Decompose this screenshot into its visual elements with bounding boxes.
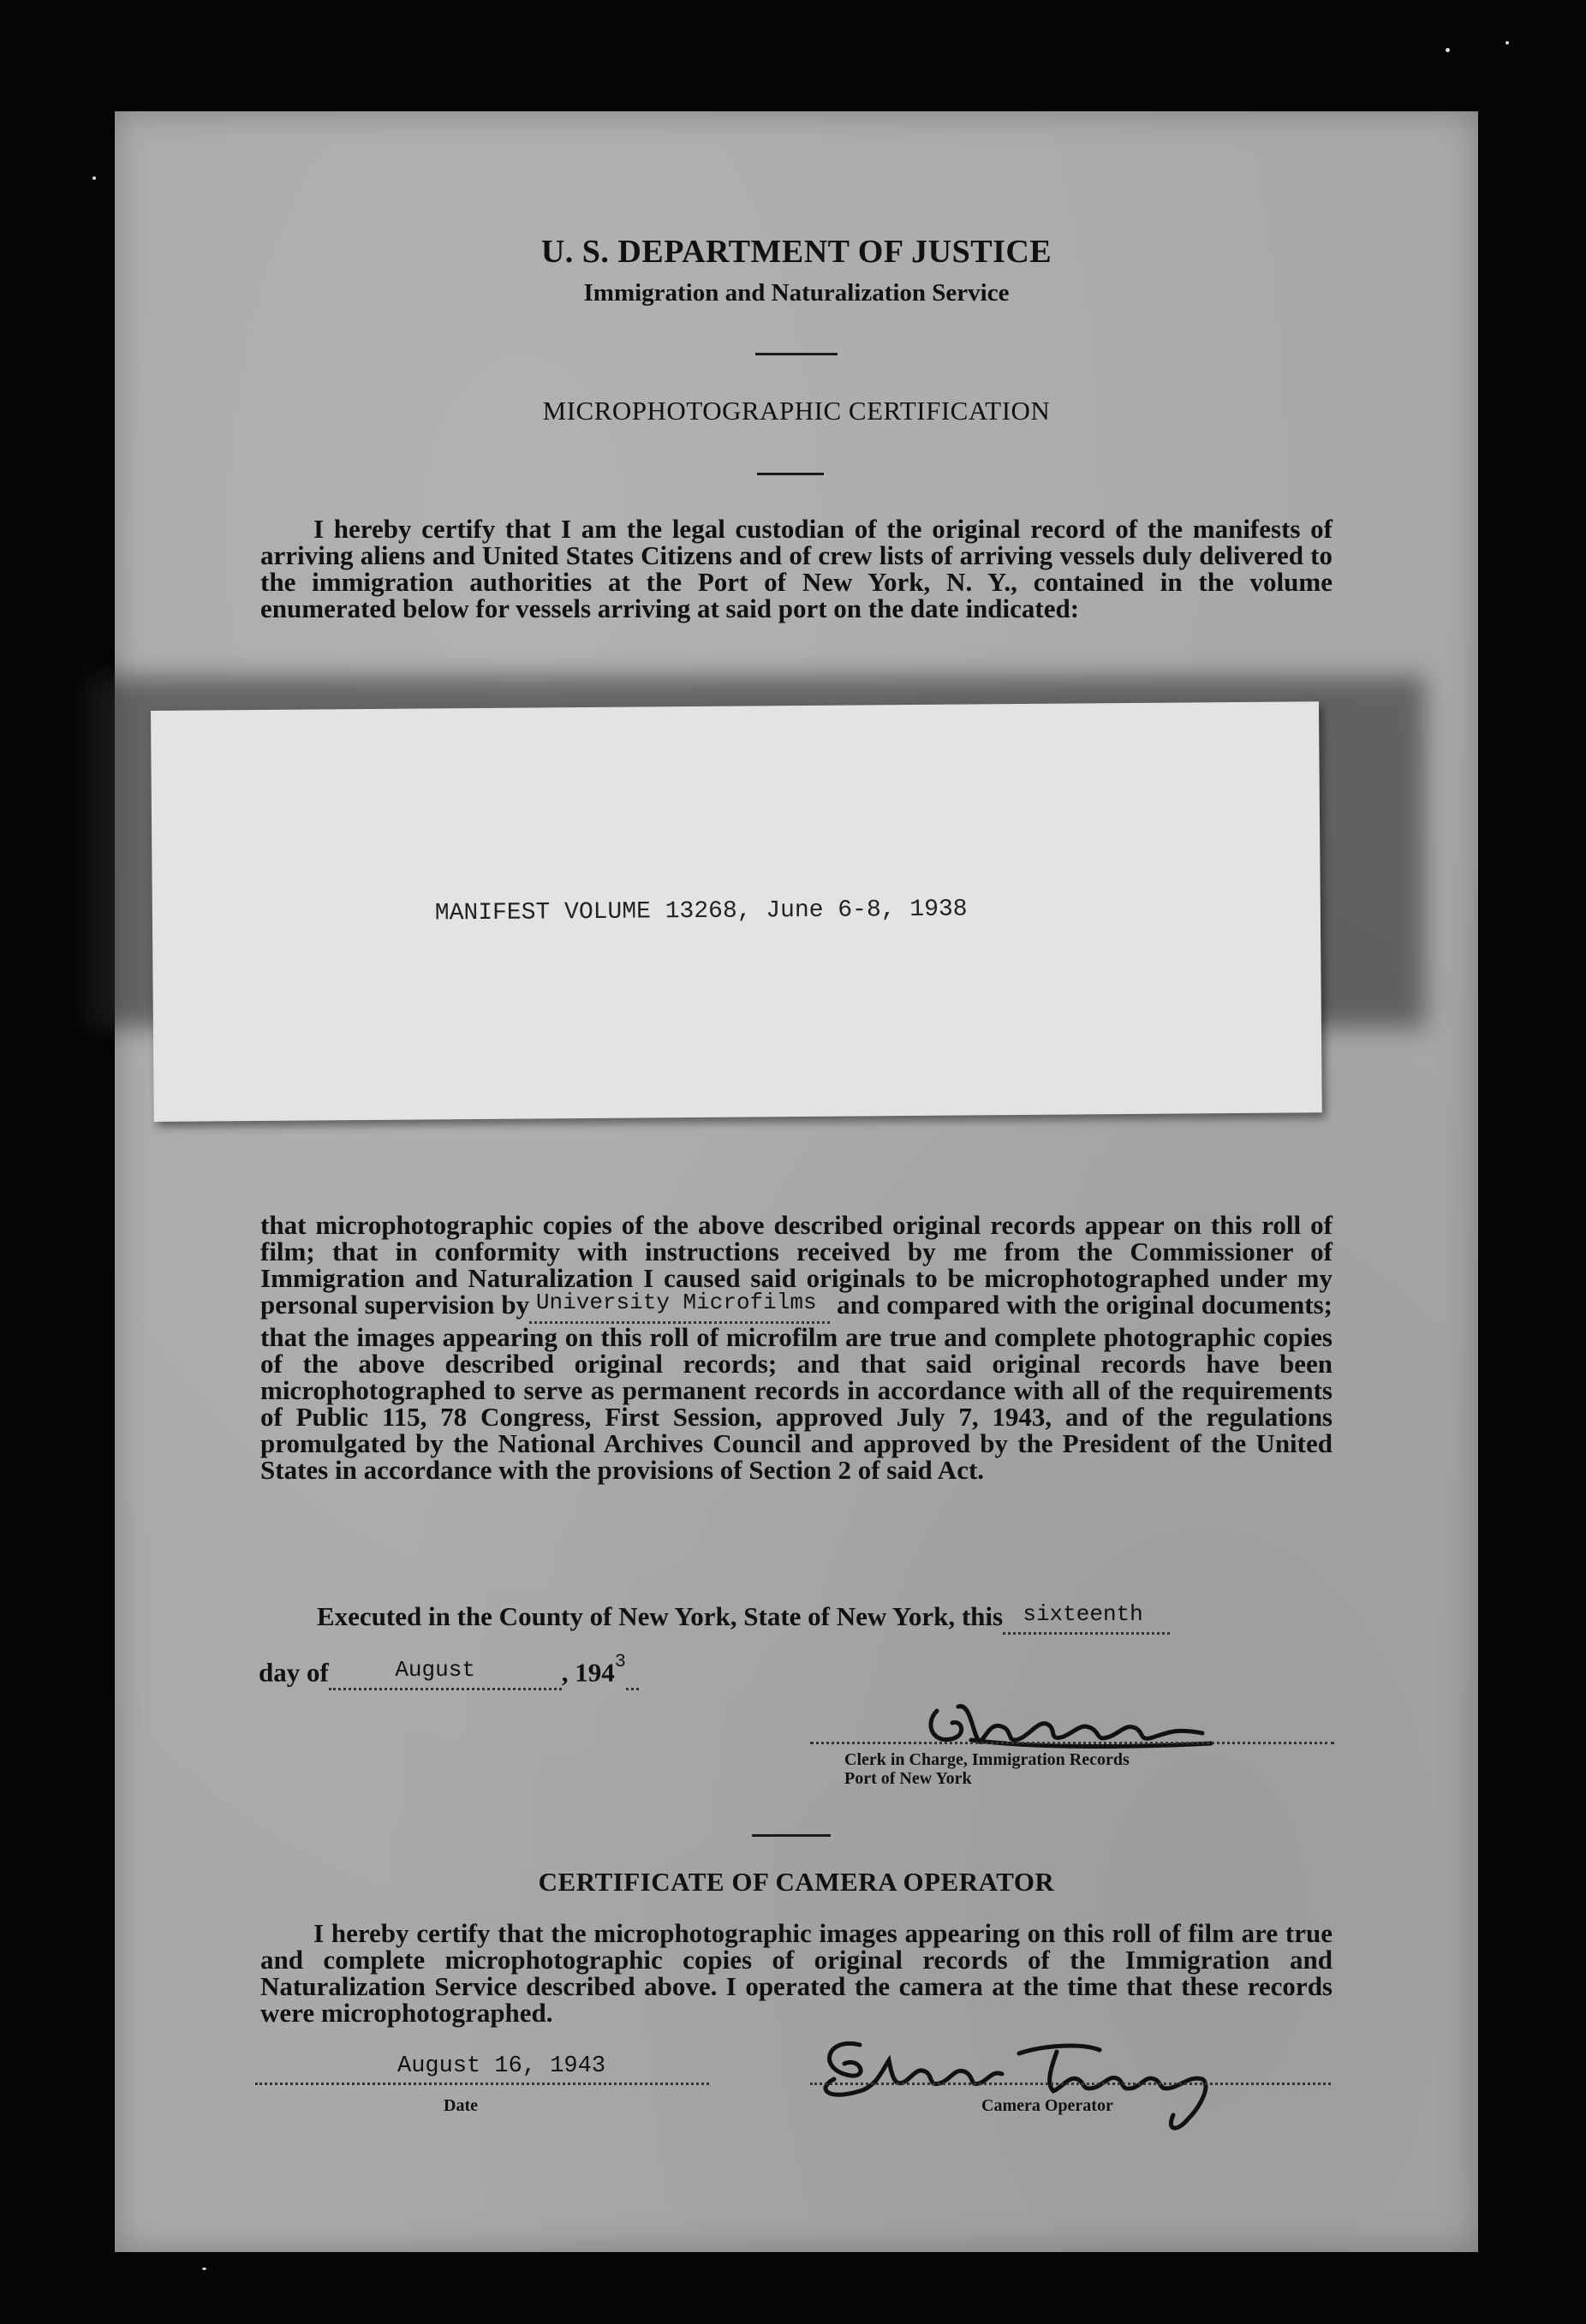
date-line xyxy=(255,2083,709,2085)
executed-day: sixteenth xyxy=(1023,1601,1143,1627)
clerk-signature-line xyxy=(810,1742,1334,1744)
department-title: U. S. DEPARTMENT OF JUSTICE xyxy=(540,234,1052,270)
camera-operator-paragraph xyxy=(260,1920,1333,2026)
service-subtitle: Immigration and Naturalization Service xyxy=(583,279,1010,307)
camera-operator-heading: CERTIFICATE OF CAMERA OPERATOR xyxy=(538,1867,1055,1897)
year-suffix: 3 xyxy=(614,1651,626,1672)
certification-title: MICROPHOTOGRAPHIC CERTIFICATION xyxy=(542,396,1051,426)
supervisor-name: University Microfilms xyxy=(535,1290,817,1315)
camera-operator-paragraph-text: I hereby certify that the microphotographic images appearing on this roll of film are true and complete microphotographic copies of original records of the Immigration and Naturalization Service described above. I operated the camera at the time that these records were microphotographed. xyxy=(260,1918,1333,2028)
day-fill-line xyxy=(1003,1601,1170,1635)
divider-rule xyxy=(755,353,838,355)
manifest-volume-text: MANIFEST VOLUME 13268, June 6-8, 1938 xyxy=(434,896,968,927)
date-label: Date xyxy=(444,2096,478,2115)
year-prefix: 194 xyxy=(575,1657,615,1688)
custodian-paragraph xyxy=(260,515,1333,622)
camera-operator-label: Camera Operator xyxy=(981,2096,1113,2115)
film-speck xyxy=(1446,48,1450,52)
clerk-title xyxy=(844,1750,1130,1788)
manifest-volume-slip xyxy=(151,701,1322,1122)
film-speck xyxy=(1506,41,1509,45)
year-fill-line xyxy=(626,1657,640,1690)
month-value: August xyxy=(395,1657,475,1683)
microfilm-paragraph xyxy=(260,1212,1333,1483)
day-of-line: day of August , $194^3$ xyxy=(259,1656,639,1690)
clerk-title-line-1: Clerk in Charge, Immigration Records xyxy=(844,1750,1130,1769)
certification-sheet xyxy=(115,111,1478,2252)
operator-date-value: August 16, 1943 xyxy=(397,2053,606,2079)
divider-rule xyxy=(757,473,824,475)
microfilm-paragraph-text-2: and compared with the original documents; that the images appearing on this roll of microfilm are true and complete photographic copies of the above described original records; and that said original records have been microphotographed to serve as permanent records in accordance with all of the requirements of Public 115, 78 Congress, First Session, approved July 7, 1943, and of the regulations promulgated by the National Archives Council and approved by the President of the United States in accordance with the provisions of Section 2 of said Act. xyxy=(260,1290,1333,1485)
day-of-label: day of xyxy=(259,1657,329,1688)
executed-prefix: Executed in the County of New York, State of New York, this xyxy=(317,1601,1004,1631)
executed-line xyxy=(317,1601,1336,1635)
film-speck xyxy=(92,176,96,180)
film-speck xyxy=(202,2267,206,2270)
operator-signature-line xyxy=(810,2083,1331,2085)
clerk-title-line-2: Port of New York xyxy=(844,1769,972,1788)
divider-rule xyxy=(752,1834,831,1837)
supervisor-fill-line xyxy=(529,1291,830,1324)
microfilm-paragraph-text-1: that microphotographic copies of the above described original records appear on this roll of film; that in conformity with instructions received by me from the Commissioner of Immigration and Naturalization I caused said originals to be microphotographed under my personal supervision by xyxy=(260,1210,1333,1320)
month-fill-line xyxy=(329,1657,562,1690)
custodian-paragraph-text: I hereby certify that I am the legal custodian of the original record of the manifests of arriving aliens and United States Citizens and of crew lists of arriving vessels duly delivered to the immigration authorities at the Port of New York, N. Y., contained in the volume enumerated below for vessels arriving at said port on the date indicated: xyxy=(260,514,1333,623)
